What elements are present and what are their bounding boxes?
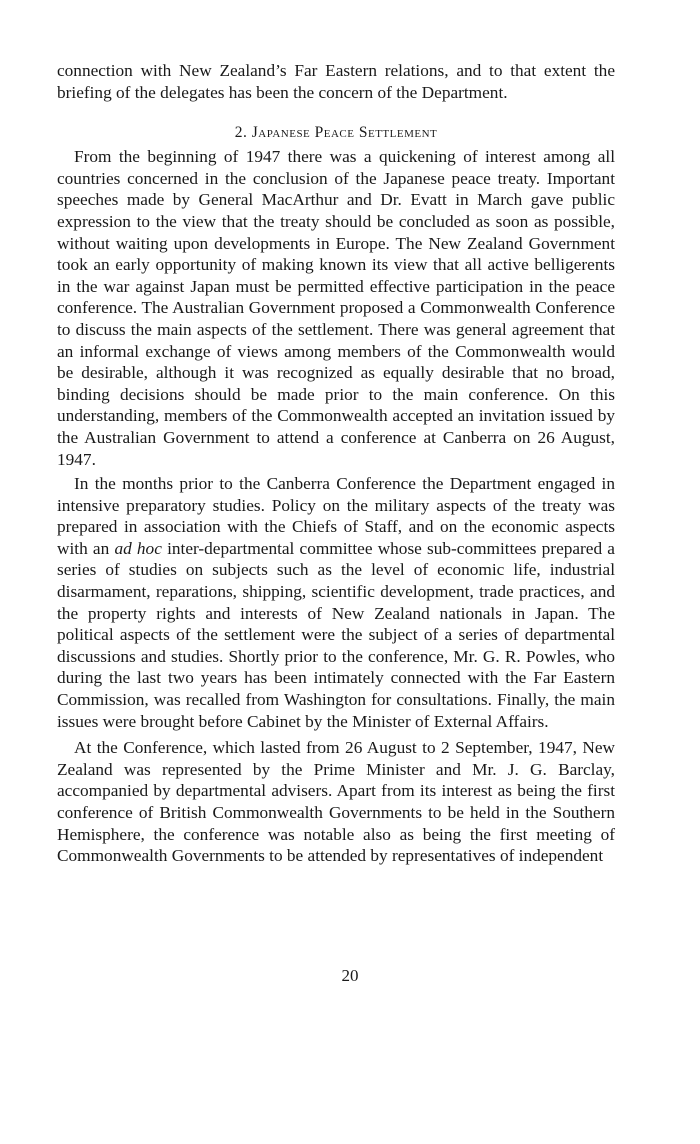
paragraph-1-text: From the beginning of 1947 there was a quickening of interest among all countries concerned in the conclusion of the Japanese peace treaty. Important speeches made by General MacArthur and Dr. Evatt in March gave public expression to the view that the treaty should be concluded as soon as possible, without waiting upon developments in Europe. The New Zealand Government took an early opportunity of making known its view that all active belligerents in the war against Japan must be permitted effective participation in the peace conference. The Australian Government proposed a Commonwealth Conference to discuss the main aspects of the settlement. There was general agreement that an informal exchange of views among members of the Commonwealth would be desirable, although it was recognized as equally desirable that no broad, binding decisions should be made prior to the main conference. On this understanding, members of the Commonwealth accepted an invitation issued by the Australian Government to attend a conference at Canberra on 26 August, 1947. [57,147,615,469]
page-body [57,60,615,867]
paragraph-2 [57,473,615,732]
paragraph-2-italic-term: ad hoc [114,538,162,558]
paragraph-3 [57,737,615,867]
paragraph-1 [57,146,615,470]
page-number: 20 [341,966,359,985]
paragraph-3-text: At the Conference, which lasted from 26 August to 2 September, 1947, New Zealand was represented by the Prime Minister and Mr. J. G. Barclay, accompanied by departmental advisers. Apart from its interest as being the first conference of British Commonwealth Governments to be held in the Southern Hemisphere, the conference was notable also as being the first meeting of Commonwealth Governments to be attended by representatives of independent [57,738,615,866]
section-title: Japanese Peace Settlement [251,124,438,142]
paragraph-2-text-a: In the months prior to the Canberra Conference the Department engaged in intensive preparatory studies. Policy on the military aspects of the treaty was prepared in association with the Chiefs of Staff, and on the economic aspects with an [57,474,615,558]
paragraph-2-text-b: inter-departmental committee whose sub-committees prepared a series of studies on subjects such as the level of economic life, industrial disarmament, reparations, shipping, scientific development, trade practices, and the property rights and interests of New Zealand nationals in Japan. The political aspects of the settlement were the subject of a series of departmental discussions and studies. Shortly prior to the conference, Mr. G. R. Powles, who during the last two years has been intimately connected with the Far Eastern Commission, was recalled from Washington for consultations. Finally, the main issues were brought before Cabinet by the Minister of External Affairs. [57,538,615,731]
section-number: 2. [234,124,248,142]
section-heading [57,122,615,144]
continued-paragraph: connection with New Zealand’s Far Eastern relations, and to that extent the briefing of the delegates has been the concern of the Department. [57,61,615,102]
